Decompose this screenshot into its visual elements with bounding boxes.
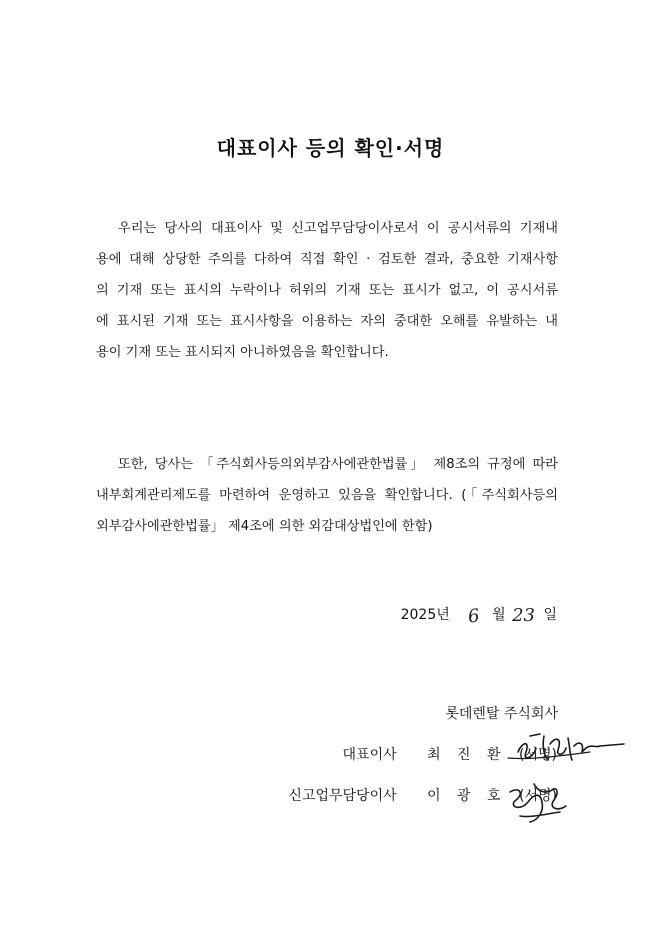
date-day-handwritten: 23 — [512, 605, 536, 626]
internal-control-paragraph — [96, 449, 558, 542]
signatory-role: 신고업무담당이사 — [288, 788, 397, 804]
paragraph-line-last: 외부감사에관한법률」 제4조에 의한 외감대상법인에 한함) — [96, 519, 433, 534]
paragraph-line: 용에 대해 상당한 주의를 다하여 직접 확인 · 검토한 결과, 중요한 기재사항 — [96, 252, 558, 267]
sign-label: (서명) — [519, 747, 557, 763]
signing-date — [400, 603, 557, 628]
date-month-handwritten: 6 — [466, 605, 482, 628]
signatory-name: 최 진 환 — [427, 747, 507, 763]
paragraph-line: 내부회계관리제도를 마련하여 운영하고 있음을 확인합니다. (「주식회사등의 — [96, 488, 558, 503]
signatory-name: 이 광 호 — [427, 788, 507, 804]
confirmation-paragraph — [96, 213, 558, 368]
paragraph-line: 우리는 당사의 대표이사 및 신고업무담당이사로서 이 공시서류의 기재내 — [118, 221, 558, 236]
ceo-handwritten-signature — [500, 722, 630, 772]
director-handwritten-signature — [490, 772, 580, 832]
date-year: 2025년 — [400, 607, 450, 623]
paragraph-line: 또한, 당사는 「주식회사등의외부감사에관한법률」 제8조의 규정에 따라 — [118, 457, 558, 472]
date-day-unit: 일 — [543, 607, 557, 623]
sign-label: (서명) — [519, 788, 557, 804]
company-name: 롯데렌탈 주식회사 — [445, 706, 558, 722]
paragraph-line: 에 표시된 기재 또는 표시사항을 이용하는 자의 중대한 오해를 유발하는 내 — [96, 314, 558, 329]
document-title: 대표이사 등의 확인·서명 — [216, 136, 445, 160]
paragraph-line-last: 용이 기재 또는 표시되지 아니하였음을 확인합니다. — [96, 345, 389, 360]
date-month-unit: 월 — [492, 607, 506, 623]
signatory-role: 대표이사 — [342, 747, 397, 763]
paragraph-line: 의 기재 또는 표시의 누락이나 허위의 기재 또는 표시가 없고, 이 공시서류 — [96, 283, 558, 298]
